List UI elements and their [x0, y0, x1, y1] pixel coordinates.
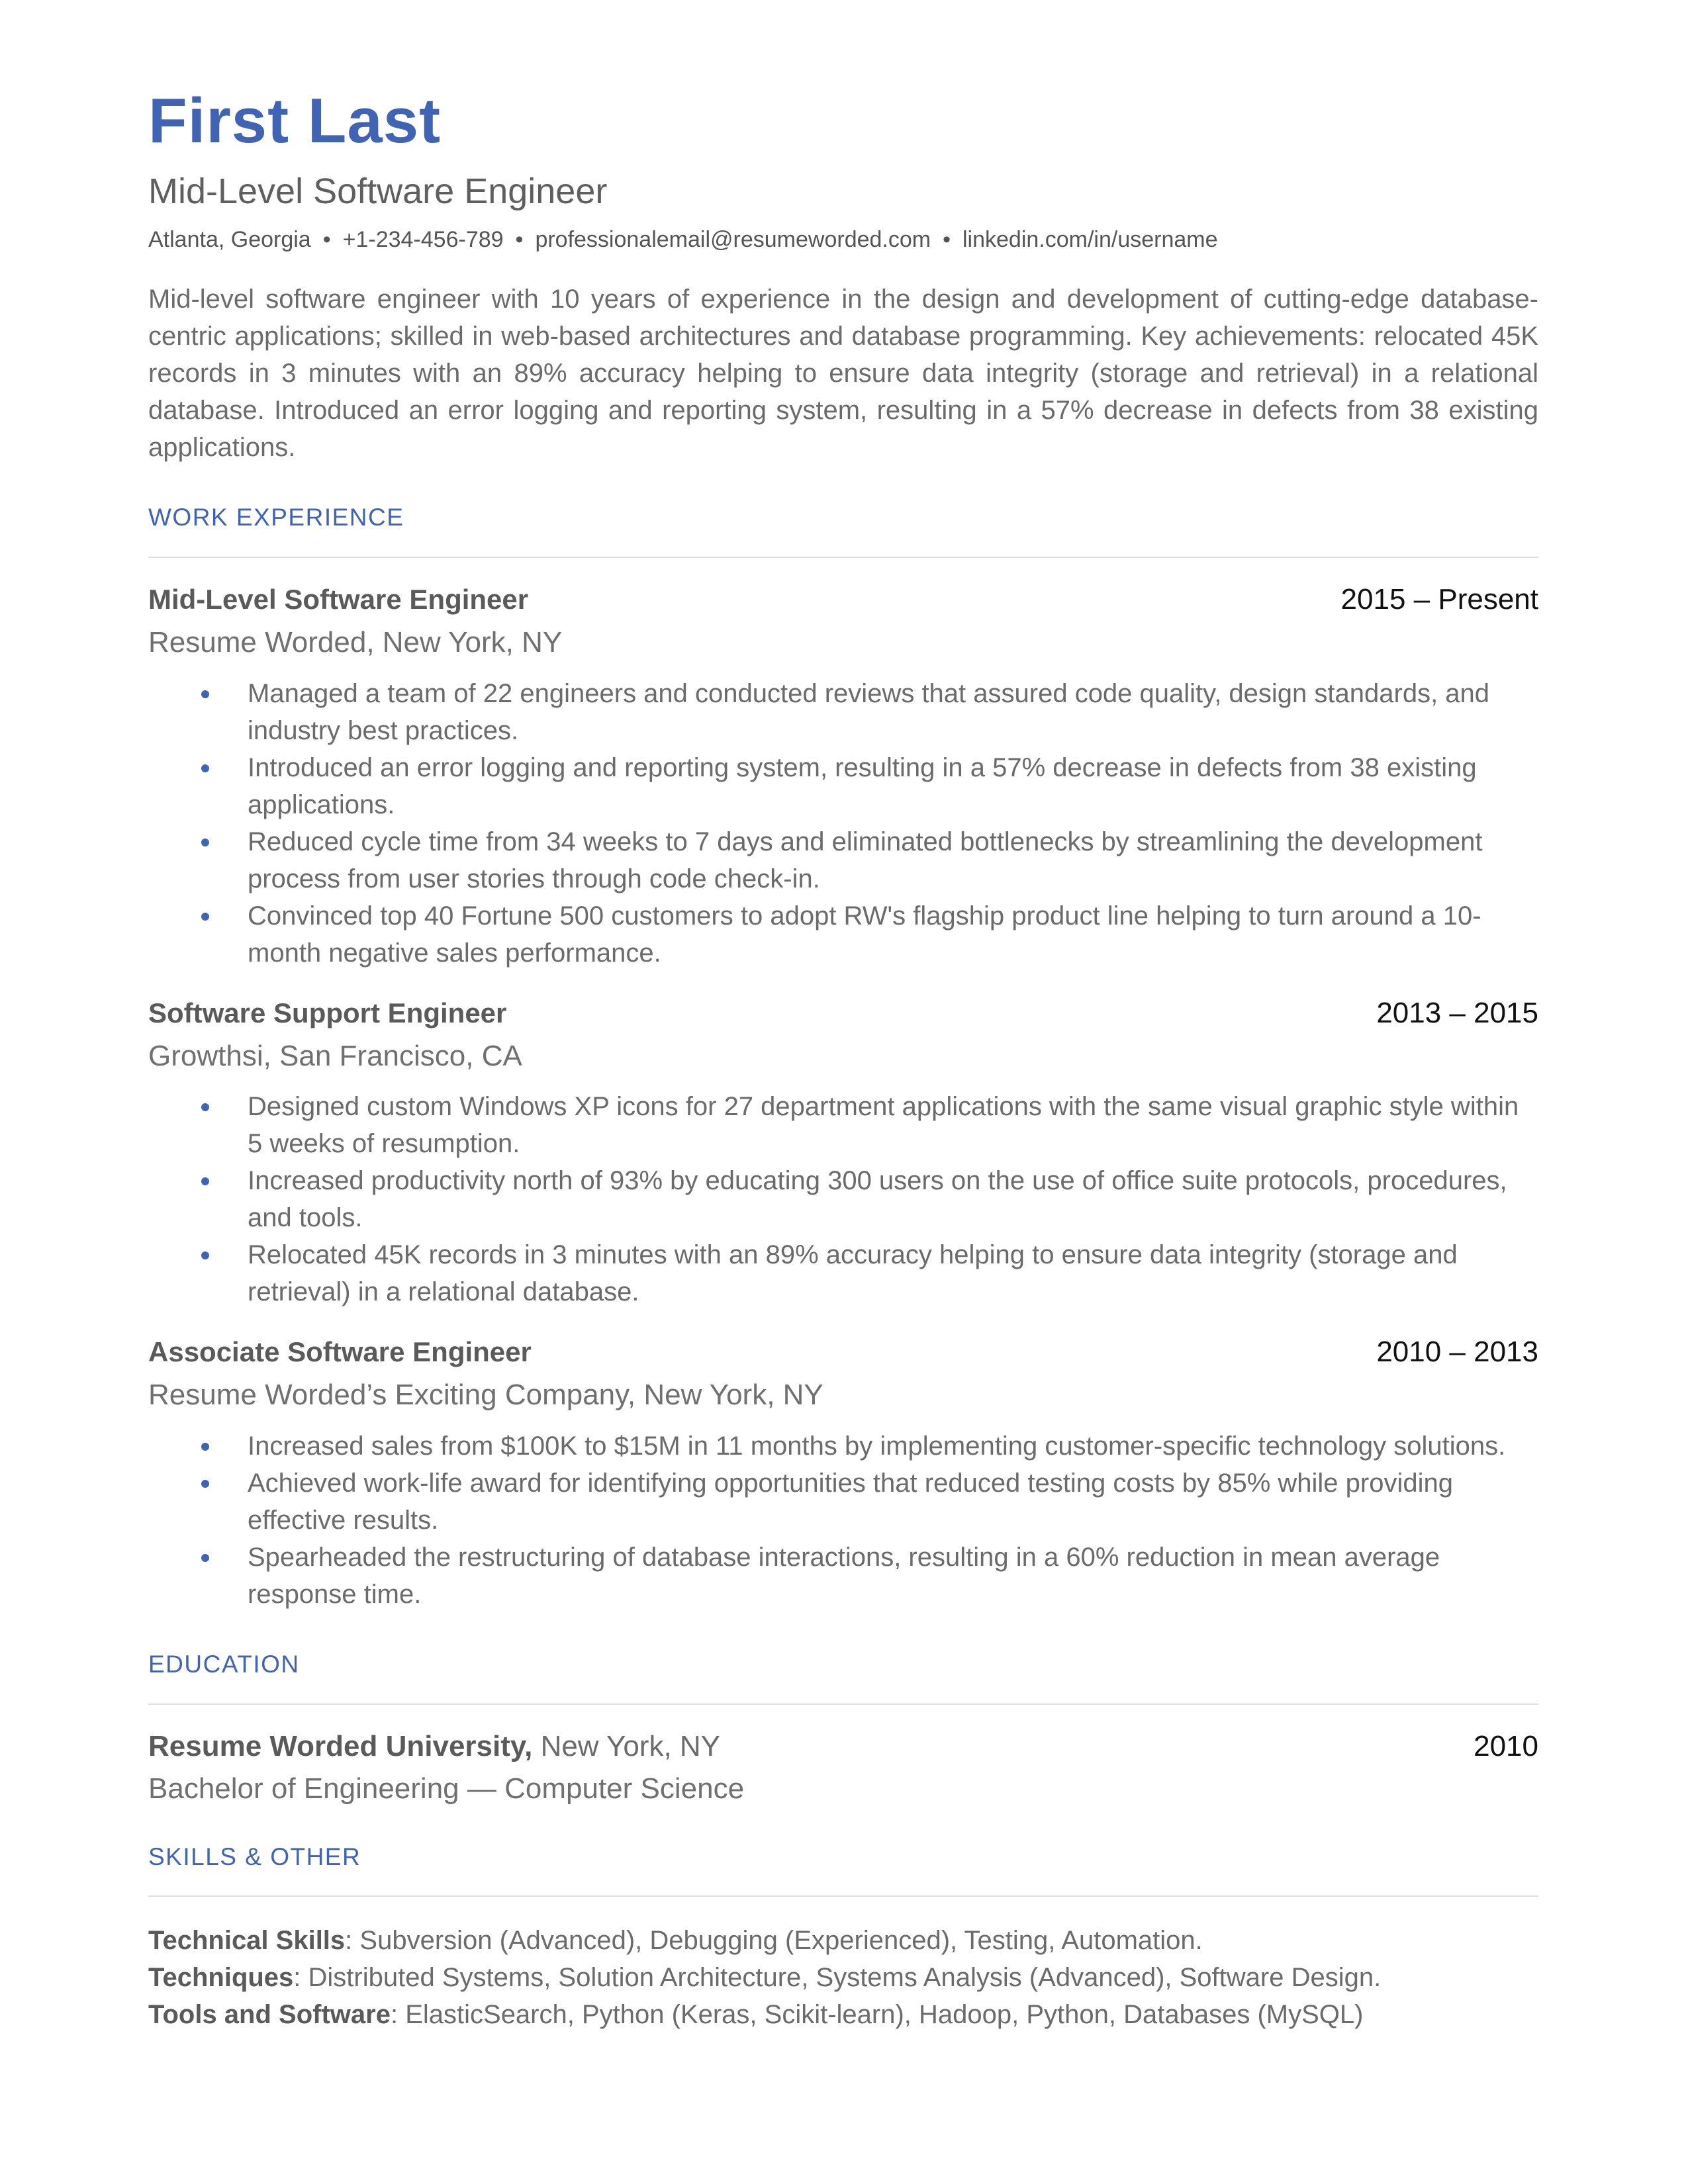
bullet-item: [148, 1088, 1538, 1162]
job-company: Resume Worded, New York, NY: [148, 625, 563, 659]
bullet-text: Convinced top 40 Fortune 500 customers to adopt RW's flagship product line helping to turn around a 10-month negative sales performance.: [248, 901, 1481, 968]
section-title-skills: SKILLS & OTHER: [148, 1843, 361, 1870]
bullet-text: Increased sales from $100K to $15M in 11 months by implementing customer-specific technology solutions.: [248, 1432, 1506, 1461]
bullet-item: [148, 823, 1538, 897]
bullet-item: [148, 1539, 1538, 1613]
job-bullets: [148, 1088, 1538, 1310]
candidate-name: First Last: [148, 85, 442, 156]
skill-value: : Distributed Systems, Solution Architecture, Systems Analysis (Advanced), Software Design.: [293, 1963, 1382, 1993]
bullet-text: Spearheaded the restructuring of database interactions, resulting in a 60% reduction in mean average response time.: [248, 1543, 1440, 1610]
contact-separator: •: [943, 226, 951, 252]
resume-page: [148, 86, 1538, 2033]
bullet-item: [148, 1465, 1538, 1539]
bullet-item: [148, 749, 1538, 823]
job-title: Associate Software Engineer: [148, 1336, 532, 1368]
education-location: New York, NY: [540, 1729, 721, 1762]
job-entry: [148, 1336, 1538, 1613]
education-entry: [148, 1730, 1538, 1805]
job-entry: [148, 997, 1538, 1311]
bullet-text: Designed custom Windows XP icons for 27 department applications with the same visual graphic style within 5 weeks of resumption.: [248, 1092, 1519, 1159]
education-school: Resume Worded University,: [148, 1729, 533, 1762]
skill-label: Techniques: [148, 1963, 294, 1993]
job-title: Software Support Engineer: [148, 997, 507, 1028]
bullet-text: Introduced an error logging and reporting system, resulting in a 57% decrease in defects from 38 existing applications.: [248, 752, 1477, 819]
section-divider: [148, 1895, 1538, 1897]
candidate-role: Mid-Level Software Engineer: [148, 171, 608, 211]
contact-separator: •: [515, 226, 524, 252]
job-dates: 2015 – Present: [1340, 582, 1538, 615]
job-company: Resume Worded’s Exciting Company, New York, NY: [148, 1379, 823, 1412]
bullet-icon: [201, 1103, 209, 1111]
bullet-text: Managed a team of 22 engineers and conducted reviews that assured code quality, design standards, and industry best practices.: [248, 678, 1490, 745]
skill-label: Tools and Software: [148, 2000, 391, 2030]
job-dates: 2010 – 2013: [1376, 1336, 1538, 1369]
bullet-icon: [201, 1443, 209, 1451]
contact-linkedin[interactable]: linkedin.com/in/username: [962, 226, 1218, 252]
education-header: [148, 1730, 1538, 1763]
job-company: Growthsi, San Francisco, CA: [148, 1039, 522, 1072]
bullet-text: Achieved work-life award for identifying opportunities that reduced testing costs by 85% while providing effective results.: [248, 1469, 1453, 1535]
contact-line: [148, 226, 1538, 253]
bullet-icon: [201, 1480, 209, 1488]
bullet-icon: [201, 913, 209, 921]
bullet-item: [148, 1162, 1538, 1236]
section-title-education: EDUCATION: [148, 1651, 300, 1678]
education-school-line: [148, 1730, 720, 1763]
education-year: 2010: [1474, 1729, 1538, 1762]
bullet-icon: [201, 1177, 209, 1185]
job-entry: [148, 583, 1538, 972]
contact-phone: +1-234-456-789: [342, 226, 504, 252]
bullet-icon: [201, 839, 209, 846]
contact-separator: •: [322, 226, 331, 252]
bullet-icon: [201, 764, 209, 772]
bullet-icon: [201, 1554, 209, 1562]
bullet-item: [148, 1428, 1538, 1465]
skill-label: Technical Skills: [148, 1926, 346, 1956]
bullet-text: Increased productivity north of 93% by educating 300 users on the use of office suite protocols, procedures, and tools.: [248, 1166, 1507, 1233]
skill-line: [148, 1922, 1538, 1959]
bullet-icon: [201, 1251, 209, 1259]
skill-value: : Subversion (Advanced), Debugging (Experienced), Testing, Automation.: [345, 1926, 1203, 1956]
section-divider: [148, 1704, 1538, 1705]
bullet-text: Relocated 45K records in 3 minutes with an 89% accuracy helping to ensure data integrity (storage and retrieval) in a relational database.: [248, 1240, 1458, 1307]
bullet-item: [148, 1236, 1538, 1310]
skill-line: [148, 1996, 1538, 2033]
job-title: Mid-Level Software Engineer: [148, 583, 529, 615]
bullet-icon: [201, 690, 209, 698]
job-bullets: [148, 1428, 1538, 1613]
job-bullets: [148, 675, 1538, 972]
section-divider: [148, 557, 1538, 558]
contact-email[interactable]: professionalemail@resumeworded.com: [535, 226, 931, 252]
section-title-work-experience: WORK EXPERIENCE: [148, 504, 404, 531]
skill-value: : ElasticSearch, Python (Keras, Scikit-learn), Hadoop, Python, Databases (MySQL): [390, 2000, 1364, 2030]
skills-list: [148, 1922, 1538, 2033]
job-header: [148, 583, 1538, 616]
bullet-item: [148, 897, 1538, 972]
summary-paragraph: Mid-level software engineer with 10 years of experience in the design and development of cutting-edge database-centric applications; skilled in web-based architectures and database programming. Key achievements: relocated 45K records in 3 minutes with an 89% accuracy helping to ensure data integrity (storage and retrieval) in a relational database. Introduced an error logging and reporting system, resulting in a 57% decrease in defects from 38 existing applications.: [148, 285, 1538, 463]
job-header: [148, 1336, 1538, 1369]
skill-line: [148, 1959, 1538, 1996]
job-header: [148, 997, 1538, 1030]
job-dates: 2013 – 2015: [1376, 996, 1538, 1029]
education-degree: Bachelor of Engineering — Computer Science: [148, 1772, 745, 1805]
bullet-text: Reduced cycle time from 34 weeks to 7 days and eliminated bottlenecks by streamlining the development process from user stories through code check-in.: [248, 827, 1483, 893]
contact-location: Atlanta, Georgia: [148, 226, 311, 252]
bullet-item: [148, 675, 1538, 749]
